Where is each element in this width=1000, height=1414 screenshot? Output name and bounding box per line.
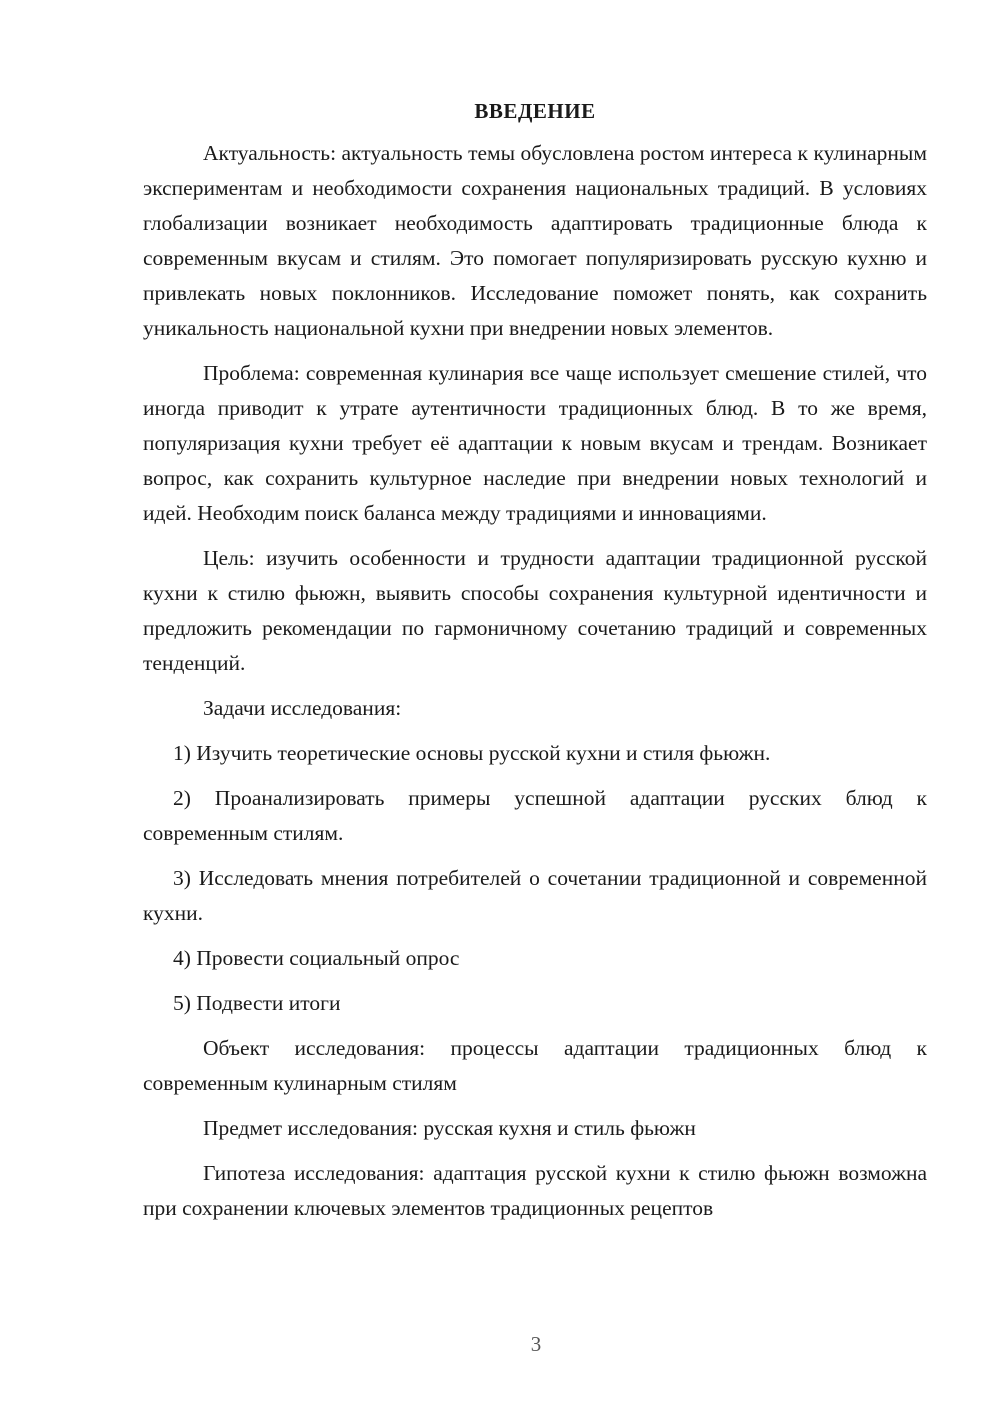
goal-paragraph: Цель: изучить особенности и трудности адаптации традиционной русской кухни к стилю фьюжн, выявить способы сохранения культурной идентичности и предложить рекомендации по гармоничному сочетанию традиций и современных тенденций. — [143, 546, 927, 675]
task-item-2: 2) Проанализировать примеры успешной адаптации русских блюд к современным стилям. — [143, 786, 927, 845]
tasks-heading: Задачи исследования: — [203, 696, 402, 720]
page-title: ВВЕДЕНИЕ — [474, 99, 596, 123]
task-item-3: 3) Исследовать мнения потребителей о сочетании традиционной и современной кухни. — [143, 866, 927, 925]
relevance-paragraph: Актуальность: актуальность темы обусловлена ростом интереса к кулинарным экспериментам и необходимости сохранения национальных традиций. В условиях глобализации возникает необходимость адаптировать традиционные блюда к современным вкусам и стилям. Это помогает популяризировать русскую кухню и привлекать новых поклонников. Исследование поможет понять, как сохранить уникальность национальной кухни при внедрении новых элементов. — [143, 141, 927, 340]
page-number: 3 — [530, 1332, 542, 1356]
task-item-1: 1) Изучить теоретические основы русской кухни и стиля фьюжн. — [173, 741, 771, 765]
document-page — [143, 96, 927, 1236]
task-item-4: 4) Провести социальный опрос — [173, 946, 460, 970]
hypothesis-paragraph: Гипотеза исследования: адаптация русской кухни к стилю фьюжн возможна при сохранении ключевых элементов традиционных рецептов — [143, 1161, 927, 1220]
subject-paragraph: Предмет исследования: русская кухня и стиль фьюжн — [203, 1116, 696, 1140]
task-item-5: 5) Подвести итоги — [173, 991, 341, 1015]
problem-paragraph: Проблема: современная кулинария все чаще использует смешение стилей, что иногда приводит к утрате аутентичности традиционных блюд. В то же время, популяризация кухни требует её адаптации к новым вкусам и трендам. Возникает вопрос, как сохранить культурное наследие при внедрении новых технологий и идей. Необходим поиск баланса между традициями и инновациями. — [143, 361, 927, 525]
object-paragraph: Объект исследования: процессы адаптации традиционных блюд к современным кулинарным стилям — [143, 1036, 927, 1095]
